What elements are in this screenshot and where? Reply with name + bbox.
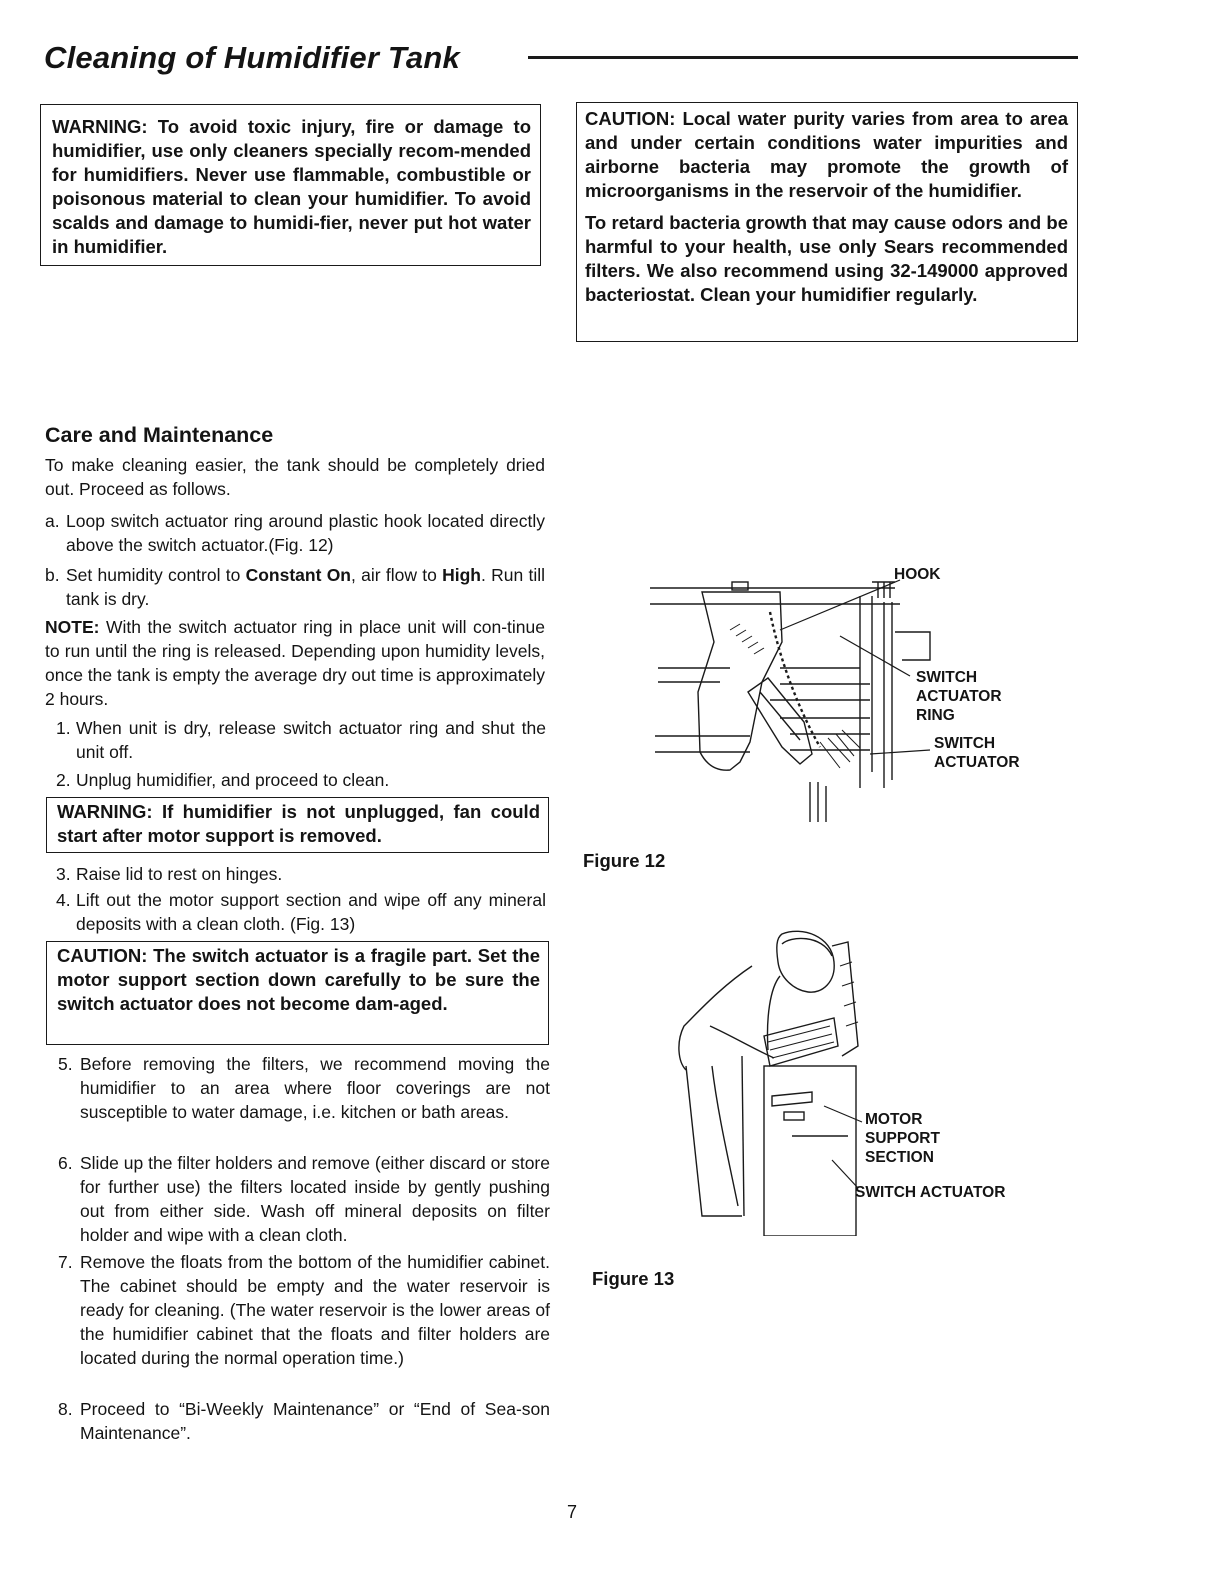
step-label: a. bbox=[45, 511, 60, 531]
figure-13-caption: Figure 13 bbox=[592, 1268, 675, 1289]
caution-paragraph-2: To retard bacteria growth that may cause odors and be harmful to your health, use only Sears recommended filters. We also recommend using 32-149000 approved bacteriostat. Clean your humidifier regularly. bbox=[585, 212, 1068, 305]
step-number: 3. bbox=[56, 864, 71, 884]
figure-12-label-ring bbox=[916, 668, 1002, 725]
step-text: Loop switch actuator ring around plastic hook located directly above the switch actuator.(Fig. 12) bbox=[66, 511, 545, 555]
step-text: Unplug humidifier, and proceed to clean. bbox=[76, 770, 390, 790]
figure-13-label-switch: SWITCH ACTUATOR bbox=[855, 1184, 1006, 1201]
step-3 bbox=[56, 862, 546, 886]
step-8 bbox=[58, 1397, 550, 1445]
figure-12-label-actuator bbox=[934, 734, 1020, 772]
step-2 bbox=[56, 768, 546, 792]
step-b-text-2: , air flow to bbox=[351, 565, 443, 585]
step-b-text-1: Set humidity control to bbox=[66, 565, 246, 585]
caution-box-fragile bbox=[46, 941, 549, 1045]
step-b-bold-1: Constant On bbox=[245, 565, 352, 585]
step-1 bbox=[56, 716, 546, 764]
step-text: Remove the floats from the bottom of the humidifier cabinet. The cabinet should be empty and the water reservoir is ready for cleaning. (The water reservoir is the lower areas of the humidifier cabinet that the floats and filter holders are located during the normal operation time.) bbox=[80, 1252, 550, 1368]
step-text: Before removing the filters, we recommend moving the humidifier to an area where floor coverings are not susceptible to water damage, i.e. kitchen or bath areas. bbox=[80, 1054, 550, 1122]
step-b bbox=[45, 563, 545, 611]
step-number: 1. bbox=[56, 718, 71, 738]
step-text: When unit is dry, release switch actuator ring and shut the unit off. bbox=[76, 718, 546, 762]
page-number: 7 bbox=[567, 1502, 578, 1522]
label-line: ACTUATOR bbox=[916, 688, 1002, 705]
step-number: 8. bbox=[58, 1399, 73, 1419]
label-line: RING bbox=[916, 707, 955, 724]
label-line: SWITCH bbox=[934, 735, 996, 752]
care-intro bbox=[45, 453, 545, 501]
step-4 bbox=[56, 888, 546, 936]
step-text: Slide up the filter holders and remove (either discard or store for further use) the filters located inside by gently pushing out from either side. Wash off mineral deposits on filter holder and wipe with a clean cloth. bbox=[80, 1153, 550, 1245]
step-text bbox=[45, 563, 545, 611]
step-number: 6. bbox=[58, 1153, 73, 1173]
step-label: b. bbox=[45, 565, 60, 585]
label-line: MOTOR bbox=[865, 1111, 923, 1128]
step-5 bbox=[58, 1052, 550, 1124]
step-text: Lift out the motor support section and wipe off any mineral deposits with a clean cloth. (Fig. 13) bbox=[76, 890, 546, 934]
section-heading-care: Care and Maintenance bbox=[45, 423, 274, 447]
step-number: 5. bbox=[58, 1054, 73, 1074]
step-number: 7. bbox=[58, 1252, 73, 1272]
label-line: SECTION bbox=[865, 1149, 934, 1166]
label-line: SUPPORT bbox=[865, 1130, 940, 1147]
page-title: Cleaning of Humidifier Tank bbox=[44, 40, 460, 75]
step-a bbox=[45, 509, 545, 557]
figure-12-caption: Figure 12 bbox=[583, 850, 666, 871]
caution-text: CAUTION: The switch actuator is a fragile part. Set the motor support section down carefully to be sure the switch actuator does not become dam-aged. bbox=[57, 945, 540, 1014]
warning-text: WARNING: To avoid toxic injury, fire or damage to humidifier, use only cleaners specially recom-mended for humidifiers. Never use flammable, combustible or poisonous material to clean your humidifier. To avoid scalds and damage to humidi-fier, never put hot water in humidifier. bbox=[52, 116, 531, 257]
intro-text: To make cleaning easier, the tank should be completely dried out. Proceed as follows. bbox=[45, 455, 545, 499]
note-paragraph bbox=[45, 615, 545, 711]
title-rule bbox=[528, 56, 1078, 59]
note-label: NOTE: bbox=[45, 617, 100, 637]
step-text: Raise lid to rest on hinges. bbox=[76, 864, 283, 884]
warning-box-toxic bbox=[40, 104, 541, 266]
step-number: 2. bbox=[56, 770, 71, 790]
step-b-bold-2: High bbox=[442, 565, 481, 585]
label-line: SWITCH bbox=[916, 669, 978, 686]
step-number: 4. bbox=[56, 890, 71, 910]
step-b-text-3: . Run till tank is dry. bbox=[66, 565, 546, 609]
warning-box-unplug bbox=[46, 797, 549, 853]
step-7 bbox=[58, 1250, 550, 1370]
figure-12-label-hook: HOOK bbox=[894, 566, 941, 583]
step-6 bbox=[58, 1151, 550, 1247]
figure-13-label-motor bbox=[865, 1110, 940, 1167]
note-text: With the switch actuator ring in place unit will con-tinue to run until the ring is released. Depending upon humidity levels, once the tank is empty the average dry out time is approximately 2 hours. bbox=[45, 617, 545, 709]
warning-text: WARNING: If humidifier is not unplugged, fan could start after motor support is removed. bbox=[57, 801, 540, 846]
label-line: ACTUATOR bbox=[934, 754, 1020, 771]
caution-box-water-purity bbox=[576, 102, 1078, 342]
step-text: Proceed to “Bi-Weekly Maintenance” or “End of Sea-son Maintenance”. bbox=[80, 1399, 550, 1443]
caution-paragraph-1: CAUTION: Local water purity varies from area to area and under certain conditions water impurities and airborne bacteria may promote the growth of microorganisms in the reservoir of the humidifier. bbox=[585, 108, 1068, 201]
